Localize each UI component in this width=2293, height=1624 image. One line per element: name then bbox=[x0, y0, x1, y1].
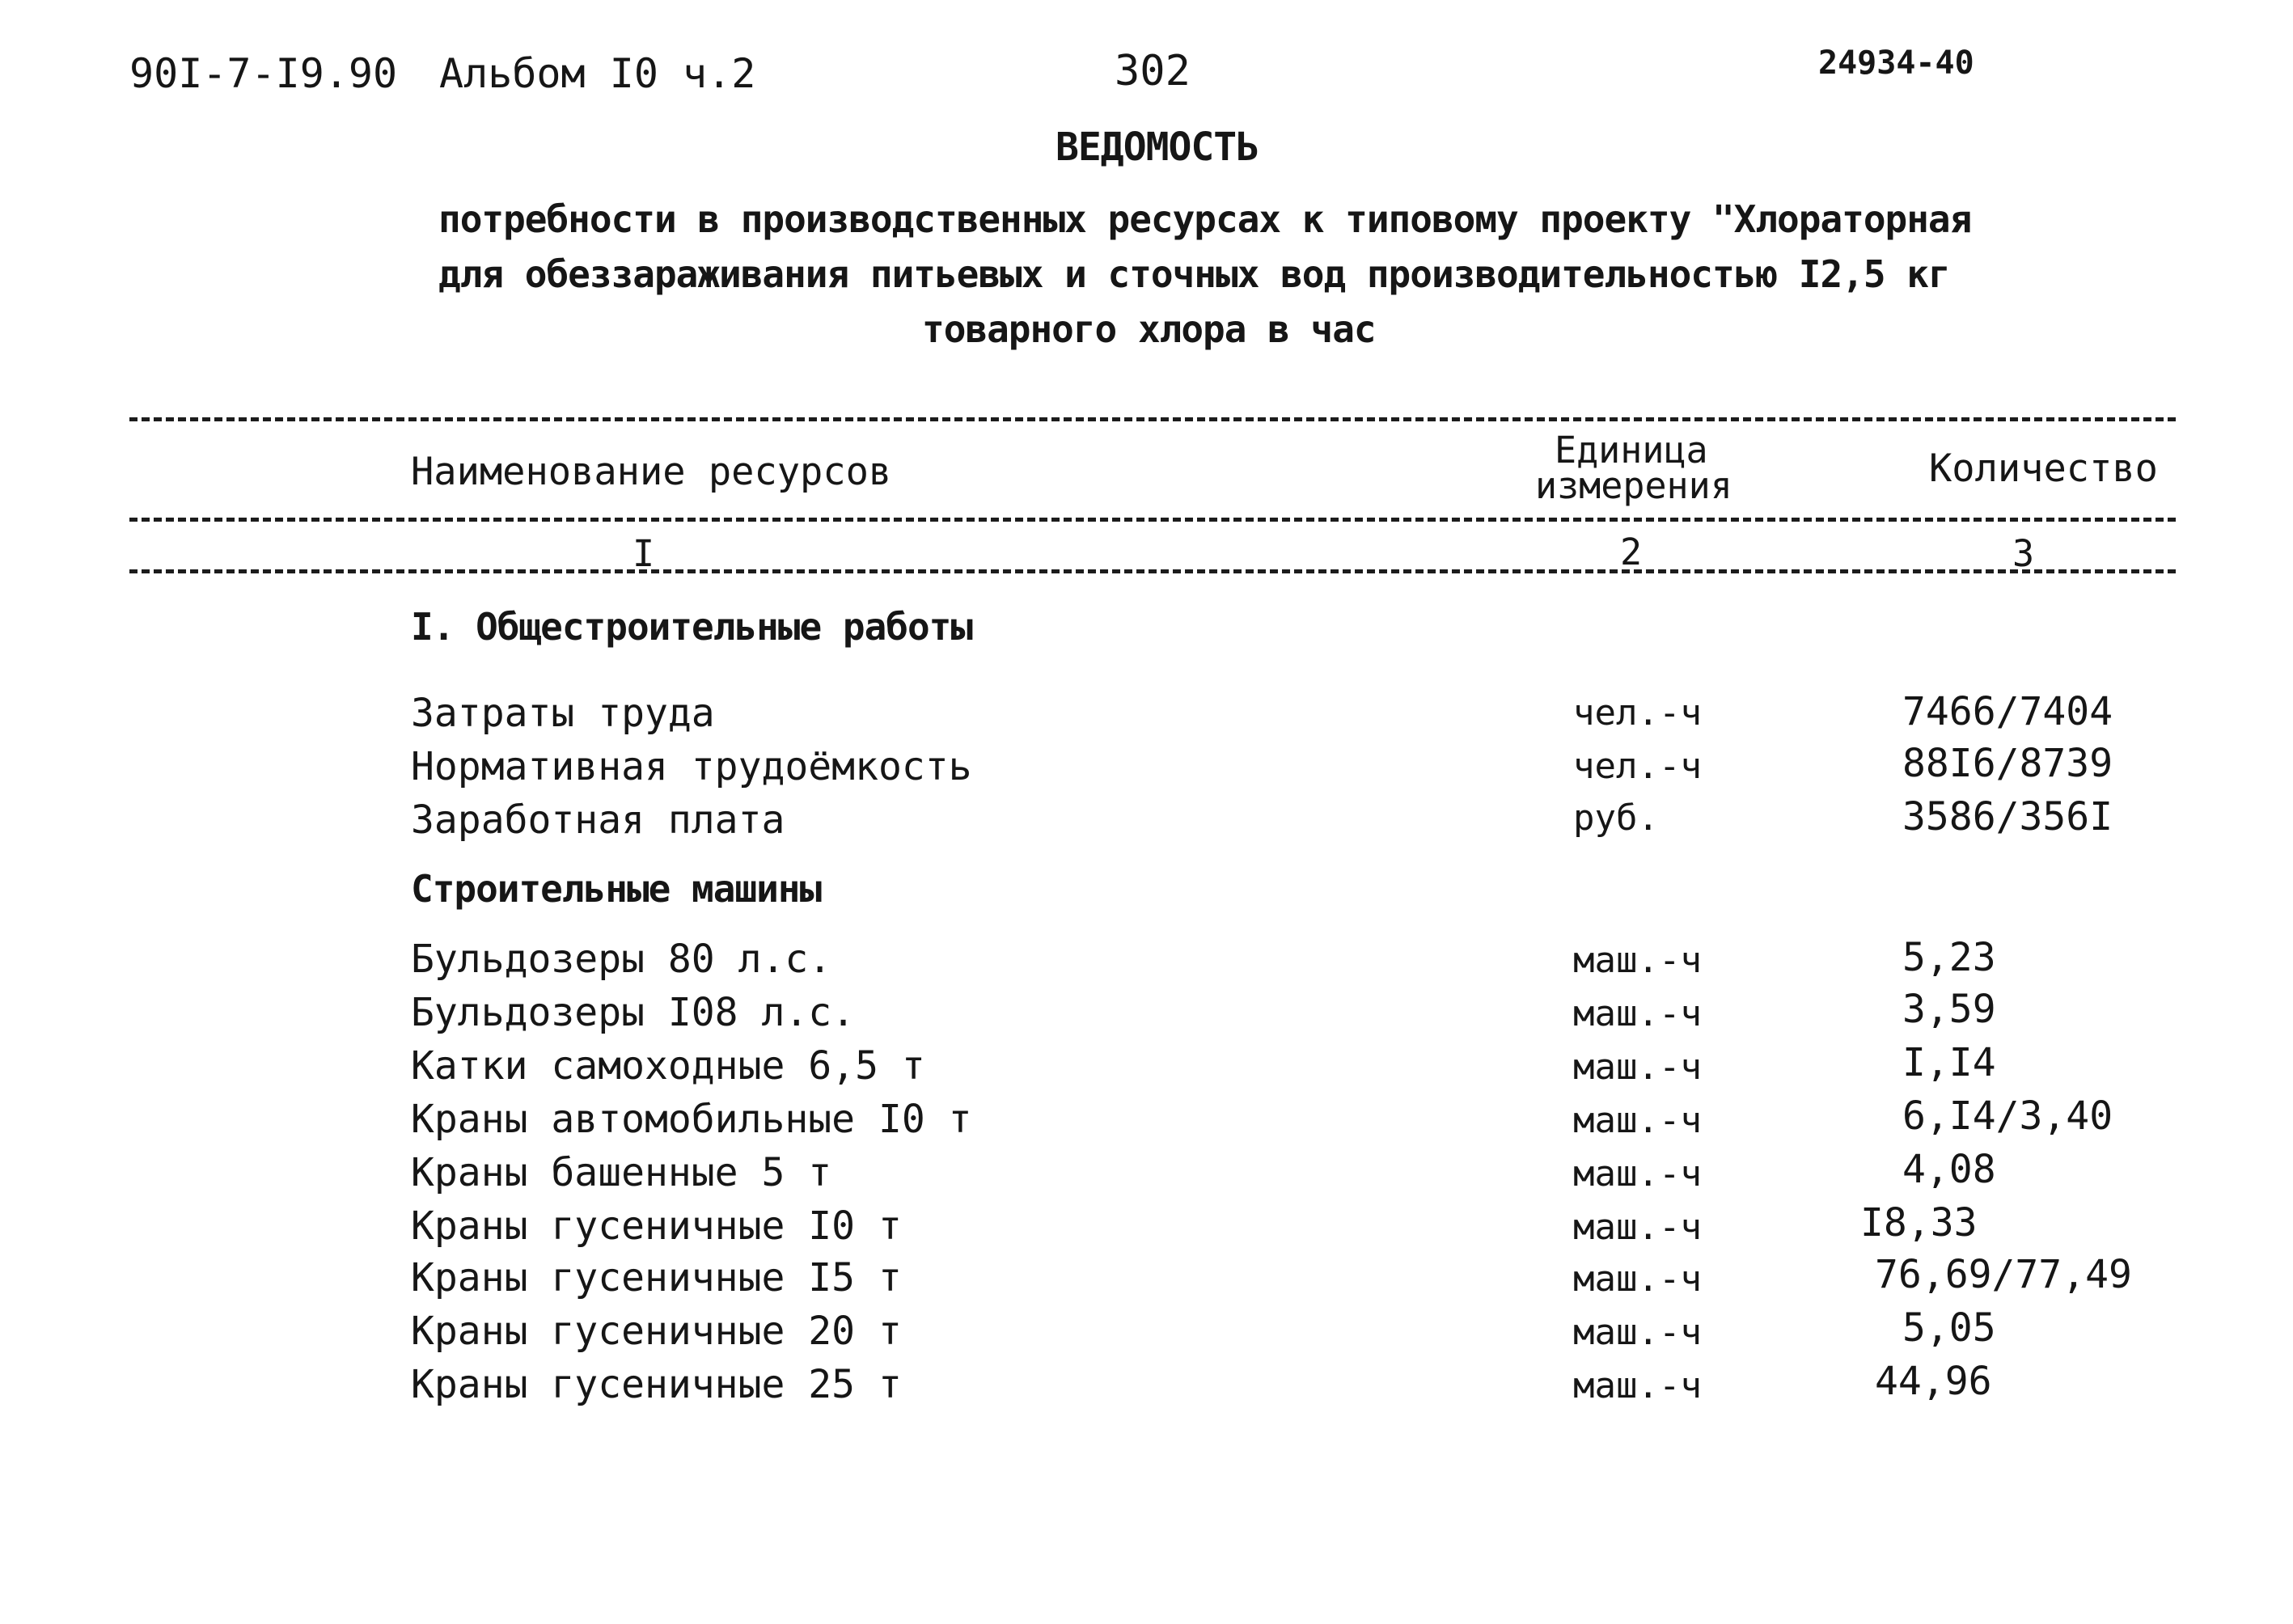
table-row-unit: маш.-ч bbox=[1573, 1207, 1702, 1248]
table-row-name: Краны гусеничные 25 т bbox=[411, 1362, 902, 1407]
table-row-unit: маш.-ч bbox=[1573, 1047, 1702, 1088]
table-row-name: Нормативная трудоёмкость bbox=[411, 744, 972, 789]
table-row-qty: 4,08 bbox=[1902, 1147, 1996, 1192]
table-row-qty: 44,96 bbox=[1875, 1359, 1992, 1404]
table-row-qty: I,I4 bbox=[1902, 1040, 1996, 1085]
subtitle-line-2: для обеззараживания питьевых и сточных вод производительностью I2,5 кг bbox=[438, 252, 1950, 296]
table-row-name: Бульдозеры I08 л.с. bbox=[411, 990, 856, 1035]
column-number-3: 3 bbox=[2012, 532, 2035, 575]
table-row-unit: маш.-ч bbox=[1573, 1100, 1702, 1141]
table-numbers-rule bbox=[129, 569, 2176, 573]
column-number-2: 2 bbox=[1620, 531, 1643, 573]
table-row-unit: маш.-ч bbox=[1573, 1312, 1702, 1353]
column-number-1: I bbox=[632, 532, 655, 575]
column-header-name: Наименование ресурсов bbox=[411, 450, 892, 494]
table-row-qty: 7466/7404 bbox=[1902, 689, 2113, 734]
table-row-unit: руб. bbox=[1573, 797, 1659, 839]
subtitle-line-1: потребности в производственных ресурсах к типовому проекту "Хлораторная bbox=[438, 197, 1972, 241]
table-row-qty: 88I6/8739 bbox=[1902, 741, 2113, 786]
table-row-name: Краны гусеничные 20 т bbox=[411, 1309, 902, 1354]
table-row-unit: маш.-ч bbox=[1573, 940, 1702, 981]
table-row-qty: 5,23 bbox=[1902, 935, 1996, 980]
table-row-name: Краны автомобильные I0 т bbox=[411, 1097, 972, 1142]
table-top-rule bbox=[129, 417, 2176, 421]
table-row-qty: 5,05 bbox=[1902, 1305, 1996, 1351]
archive-number: 24934-40 bbox=[1818, 44, 1974, 82]
table-row-qty: 76,69/77,49 bbox=[1875, 1252, 2132, 1297]
table-row-name: Бульдозеры 80 л.с. bbox=[411, 937, 832, 982]
column-header-unit-line-1: Единица bbox=[1555, 429, 1708, 472]
table-row-name: Краны гусеничные I5 т bbox=[411, 1255, 902, 1300]
table-row-name: Затраты труда bbox=[411, 691, 715, 736]
table-row-name: Катки самоходные 6,5 т bbox=[411, 1043, 925, 1089]
table-row-unit: чел.-ч bbox=[1573, 692, 1702, 734]
table-row-name: Заработная плата bbox=[411, 797, 785, 843]
table-row-qty: I8,33 bbox=[1860, 1200, 1978, 1245]
table-row-qty: 6,I4/3,40 bbox=[1902, 1093, 2113, 1139]
table-row-qty: 3586/356I bbox=[1902, 794, 2113, 839]
table-row-unit: маш.-ч bbox=[1573, 1258, 1702, 1300]
machines-title: Строительные машины bbox=[411, 867, 822, 911]
table-row-unit: маш.-ч bbox=[1573, 1153, 1702, 1195]
album-label: Альбом I0 ч.2 bbox=[439, 50, 756, 97]
page-number: 302 bbox=[1115, 47, 1191, 95]
document-code: 90I-7-I9.90 bbox=[129, 50, 398, 97]
table-row-qty: 3,59 bbox=[1902, 987, 1996, 1032]
document-title: ВЕДОМОСТЬ bbox=[1056, 125, 1259, 170]
table-row-unit: чел.-ч bbox=[1573, 746, 1702, 787]
section-title: I. Общестроительные работы bbox=[411, 605, 973, 649]
subtitle-line-3: товарного хлора в час bbox=[922, 307, 1376, 351]
table-row-name: Краны башенные 5 т bbox=[411, 1150, 832, 1195]
table-row-name: Краны гусеничные I0 т bbox=[411, 1203, 902, 1249]
table-row-unit: маш.-ч bbox=[1573, 1365, 1702, 1406]
column-header-unit-line-2: измерения bbox=[1535, 464, 1732, 507]
table-header-rule bbox=[129, 518, 2176, 522]
column-header-quantity: Количество bbox=[1929, 446, 2158, 491]
table-row-unit: маш.-ч bbox=[1573, 993, 1702, 1034]
